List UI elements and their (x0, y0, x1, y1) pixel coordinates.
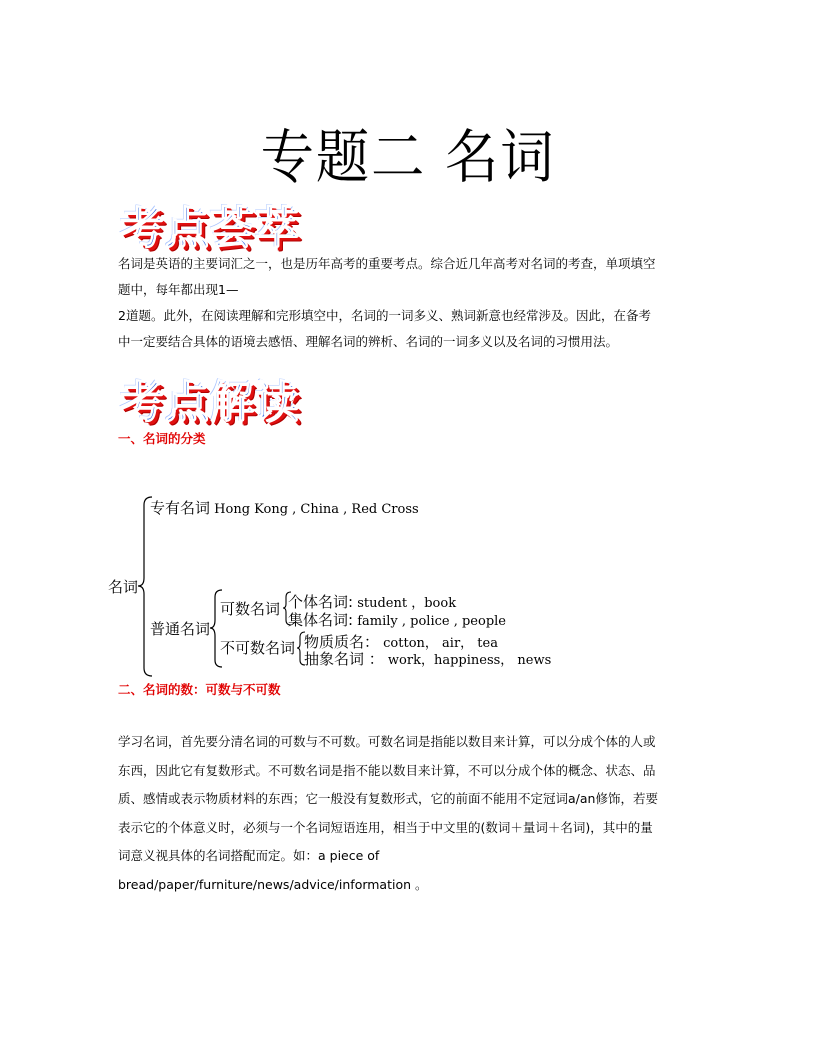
section2-paragraph (118, 728, 718, 899)
section2-line: 东西，因此它有复数形式。不可数名词是指不能以数目来计算，不可以分成个体的概念、状态、品 (118, 762, 656, 778)
common-noun-label: 普通名词 (150, 620, 211, 638)
material-noun-examples: cotton， air， tea (383, 636, 498, 651)
countable-noun-label: 可数名词 (220, 600, 281, 618)
tree-proper (150, 497, 419, 518)
summary-banner: 考点荟萃 (120, 203, 300, 254)
uncountable-noun-label: 不可数名词 (220, 639, 296, 657)
collective-noun-label: 集体名词: (288, 611, 354, 629)
abstract-noun-label: 抽象名词 ： (304, 650, 384, 668)
section2-line: bread/paper/furniture/news/advice/information 。 (118, 876, 428, 892)
analysis-banner: 考点解读 (120, 377, 300, 428)
individual-noun-label: 个体名词: (288, 593, 354, 611)
section2-line: 表示它的个体意义时，必须与一个名词短语连用，相当于中文里的(数词＋量词＋名词)，其中的量 (118, 819, 653, 835)
section2-line: 学习名词，首先要分清名词的可数与不可数。可数名词是指能以数目来计算，可以分成个体的人或 (118, 734, 656, 749)
material-noun-label: 物质质名： (304, 633, 380, 651)
tree-root: 名词 (108, 578, 139, 596)
section2-line: 质、感情或表示物质材料的东西；它一般没有复数形式，它的前面不能用不定冠词a/an修饰，若要 (118, 791, 658, 806)
abstract-noun-examples: work，happiness， news (387, 653, 552, 668)
collective-noun-examples: family , police , people (357, 614, 506, 629)
section2-heading: 二、名词的数：可数与不可数 (118, 682, 281, 697)
intro-line: 中一定要结合具体的语境去感悟、理解名词的辨析、名词的一词多义以及名词的习惯用法。 (118, 334, 619, 349)
intro-line: 2道题。此外，在阅读理解和完形填空中，名词的一词多义、熟词新意也经常涉及。因此，在备考 (118, 308, 651, 323)
intro-line: 名词是英语的主要词汇之一，也是历年高考的重要考点。综合近几年高考对名词的考查，单项填空 (118, 256, 656, 271)
section1-heading: 一、名词的分类 (118, 431, 206, 446)
proper-noun-examples: Hong Kong , China , Red Cross (214, 502, 419, 517)
intro-line: 题中，每年都出现1— (118, 282, 239, 297)
page-title: 专题二 名词 (260, 123, 556, 191)
individual-noun-examples: student ，book (357, 596, 457, 611)
proper-noun-label: 专有名词 (150, 499, 211, 517)
section2-line: 词意义视具体的名词搭配而定。如：a piece of (118, 848, 380, 863)
abstract-noun-row (304, 648, 551, 669)
collective-noun-row (288, 609, 506, 630)
